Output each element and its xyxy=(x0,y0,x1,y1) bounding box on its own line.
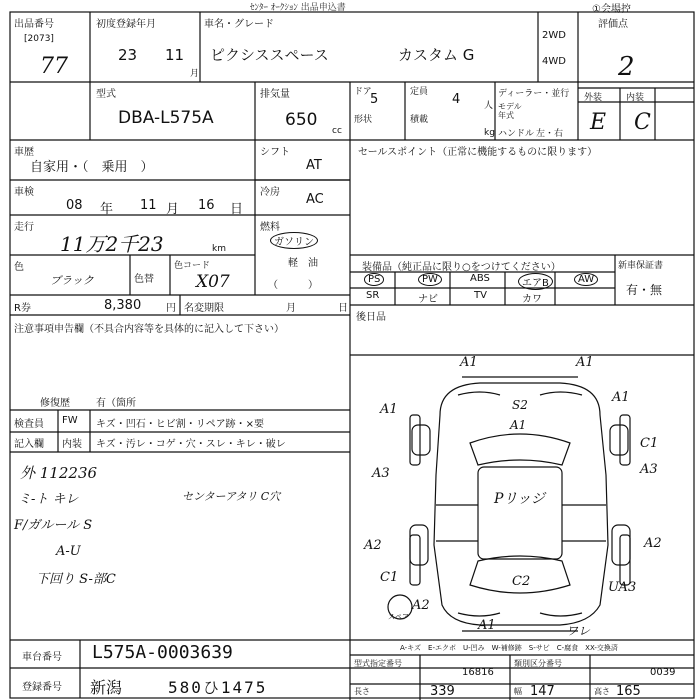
fuel-gas: ガソリン xyxy=(270,232,318,249)
damage-mark-11: A2 xyxy=(364,538,382,553)
fuel-label: 燃料 xyxy=(260,222,280,233)
cooler-label: 冷房 xyxy=(260,187,280,198)
displacement-unit: cc xyxy=(332,126,342,136)
dealer-label: ディーラー・並行 xyxy=(498,89,570,99)
plate-label: 登録番号 xyxy=(22,682,62,693)
chassis-label: 車台番号 xyxy=(22,652,62,663)
registration-month-unit: 月 xyxy=(190,69,200,79)
inspection-day: 16 xyxy=(198,198,215,213)
recycle-value: 8,380 xyxy=(104,298,142,313)
exterior-score: E xyxy=(590,110,607,135)
model-year-label: モデル年式 xyxy=(498,102,522,120)
width-label: 幅 xyxy=(514,687,522,696)
handwritten-center-note: センターアタリ C穴 xyxy=(182,490,281,503)
load-unit: kg xyxy=(484,128,495,138)
plate-number: 580ひ1475 xyxy=(168,678,268,697)
damage-mark-1: A1 xyxy=(460,355,478,370)
mileage-unit: km xyxy=(212,244,226,254)
inspector-exterior-items: キズ・凹石・ヒビ割・リペア跡・×要 xyxy=(96,419,264,430)
cooler-value: AC xyxy=(306,192,324,207)
damage-mark-6: A1 xyxy=(510,418,527,432)
plate-region: 新潟 xyxy=(90,678,123,697)
damage-mark-17: A1 xyxy=(478,618,496,633)
interior-score: C xyxy=(634,110,651,135)
type-number-value: 16816 xyxy=(462,667,494,678)
load-label: 積載 xyxy=(410,115,429,125)
lot-label: 出品番号 xyxy=(14,19,54,30)
equip-pw: PW xyxy=(418,273,442,286)
vehicle-grade: カスタム G xyxy=(398,46,475,64)
damage-mark-14: C2 xyxy=(512,574,531,589)
handle-value: 左・右 xyxy=(536,129,564,139)
equip-navi: ナビ xyxy=(418,294,438,305)
inspection-day-unit: 日 xyxy=(230,202,244,217)
inspection-month: 11 xyxy=(140,198,157,213)
equip-airbag: エアB xyxy=(518,273,553,290)
equip-leather: カワ xyxy=(522,294,542,305)
shape-label: 形状 xyxy=(354,115,373,125)
registration-year: 23 xyxy=(118,46,138,64)
equip-sr: SR xyxy=(366,290,380,301)
lot-code: [2073] xyxy=(24,34,54,44)
name-change-label: 名変期限 xyxy=(184,303,224,314)
vehicle-name-label: 車名・グレード xyxy=(204,19,274,30)
color-code-label: 色コード xyxy=(174,261,211,271)
handwritten-line-3: F/ガルール S xyxy=(14,518,93,533)
handwritten-line-5: 下回り S-部C xyxy=(36,572,116,587)
width-value: 147 xyxy=(530,684,555,699)
inspection-year-unit: 年 xyxy=(100,202,114,217)
inspector-label: 検査員 xyxy=(14,419,44,430)
displacement-value: 650 xyxy=(285,110,318,130)
later-items-label: 後日品 xyxy=(356,312,386,323)
damage-mark-15: UA3 xyxy=(608,580,637,595)
lot-number: 77 xyxy=(40,54,68,79)
score-label: 評価点 xyxy=(598,19,628,30)
color-change-label: 色替 xyxy=(134,274,154,285)
color-label: 色 xyxy=(14,262,24,273)
class-number-label: 類別区分番号 xyxy=(514,659,562,668)
drive-2wd: 2WD xyxy=(542,30,566,41)
capacity-value: 4 xyxy=(452,92,461,107)
damage-mark-10: Pリッジ xyxy=(494,491,545,507)
drive-4wd: 4WD xyxy=(542,56,566,67)
equip-aw: AW xyxy=(574,273,598,286)
handwritten-line-2: ミ-ト キレ xyxy=(18,492,79,507)
sales-points-label: セールスポイント（正常に機能するものに限ります） xyxy=(358,147,598,158)
registration-month: 11 xyxy=(165,46,185,64)
damage-mark-12: A2 xyxy=(644,536,662,551)
use-value: 自家用・（ 乗用 ） xyxy=(30,160,154,175)
repair-history-value: 有（箇所 xyxy=(96,398,136,409)
equip-tv: TV xyxy=(474,290,487,301)
handwritten-line-1: 外 112236 xyxy=(20,464,98,482)
chassis-number: L575A-0003639 xyxy=(92,642,233,663)
venue-copy-label: ①会場控 xyxy=(592,4,631,15)
equip-ps: PS xyxy=(364,273,384,286)
recycle-yen: 円 xyxy=(166,303,176,314)
doors-value: 5 xyxy=(370,92,379,107)
new-car-warranty-value: 有・無 xyxy=(626,283,663,297)
new-car-warranty-label: 新車保証書 xyxy=(618,261,664,271)
vehicle-name: ピクシススペース xyxy=(210,46,329,64)
inspector-interior: 内装 xyxy=(62,439,82,450)
score-value: 2 xyxy=(618,52,635,82)
recycle-label: R券 xyxy=(14,303,31,314)
mileage-value: 11万2千23 xyxy=(60,232,164,256)
mileage-label: 走行 xyxy=(14,222,34,233)
handle-label: ハンドル xyxy=(498,129,535,139)
damage-legend: A-キズ E-エクボ U-凹み W-補修跡 S-サビ C-腐食 XX-交換済 xyxy=(400,644,618,652)
notes-label: 注意事項申告欄（不具合内容等を具体的に記入して下さい） xyxy=(14,324,284,335)
fuel-other: （ ） xyxy=(268,280,318,291)
damage-mark-5: S2 xyxy=(512,398,528,412)
spare-tire-label: スペア xyxy=(388,613,409,621)
name-change-month: 月 xyxy=(286,303,296,314)
sheet-title-fragment: ｾﾝﾀｰ ｵｰｸｼｮﾝ 出品申込書 xyxy=(250,3,346,13)
length-label: 長さ xyxy=(354,687,370,696)
repair-history-label: 修復歴 xyxy=(40,398,70,409)
height-label: 高さ xyxy=(594,687,610,696)
inspector-fw: FW xyxy=(62,415,78,426)
inspection-year: 08 xyxy=(66,198,83,213)
doors-label: ドア xyxy=(354,87,372,97)
damage-mark-13: C1 xyxy=(380,570,399,585)
inspection-month-unit: 月 xyxy=(166,202,180,217)
capacity-unit: 人 xyxy=(484,101,494,111)
inspector-interior-items: キズ・汚レ・コゲ・穴・スレ・キレ・破レ xyxy=(96,439,286,450)
damage-mark-3: A1 xyxy=(380,402,398,417)
equipment-label: 装備品（純正品に限り○をつけてください） xyxy=(362,262,561,273)
damage-mark-9: A3 xyxy=(640,462,658,477)
exterior-score-label: 外装 xyxy=(584,93,603,103)
shift-value: AT xyxy=(306,158,322,173)
type-number-label: 型式指定番号 xyxy=(354,659,402,668)
damage-mark-2: A1 xyxy=(576,355,594,370)
interior-score-label: 内装 xyxy=(626,93,645,103)
registration-label: 初度登録年月 xyxy=(96,19,156,30)
damage-mark-8: A3 xyxy=(372,466,390,481)
capacity-label: 定員 xyxy=(410,87,429,97)
equip-abs: ABS xyxy=(470,273,490,284)
displacement-label: 排気量 xyxy=(260,89,290,100)
handwritten-line-4: A-U xyxy=(56,544,81,559)
fuel-diesel: 軽 油 xyxy=(288,258,318,269)
entry-label: 記入欄 xyxy=(14,439,44,450)
length-value: 339 xyxy=(430,684,455,699)
model-label: 型式 xyxy=(96,89,116,100)
inspection-label: 車検 xyxy=(14,187,34,198)
damage-mark-18: ワレ xyxy=(566,624,591,638)
color-value: ブラック xyxy=(50,274,94,287)
damage-mark-16: A2 xyxy=(412,598,430,613)
class-number-value: 0039 xyxy=(650,667,676,678)
model-value: DBA-L575A xyxy=(118,108,214,128)
shift-label: シフト xyxy=(260,147,290,158)
damage-mark-7: C1 xyxy=(640,436,659,451)
damage-mark-4: A1 xyxy=(612,390,630,405)
color-code: X07 xyxy=(196,272,230,292)
use-label: 車歴 xyxy=(14,147,34,158)
height-value: 165 xyxy=(616,684,641,699)
name-change-day: 日 xyxy=(338,303,348,314)
